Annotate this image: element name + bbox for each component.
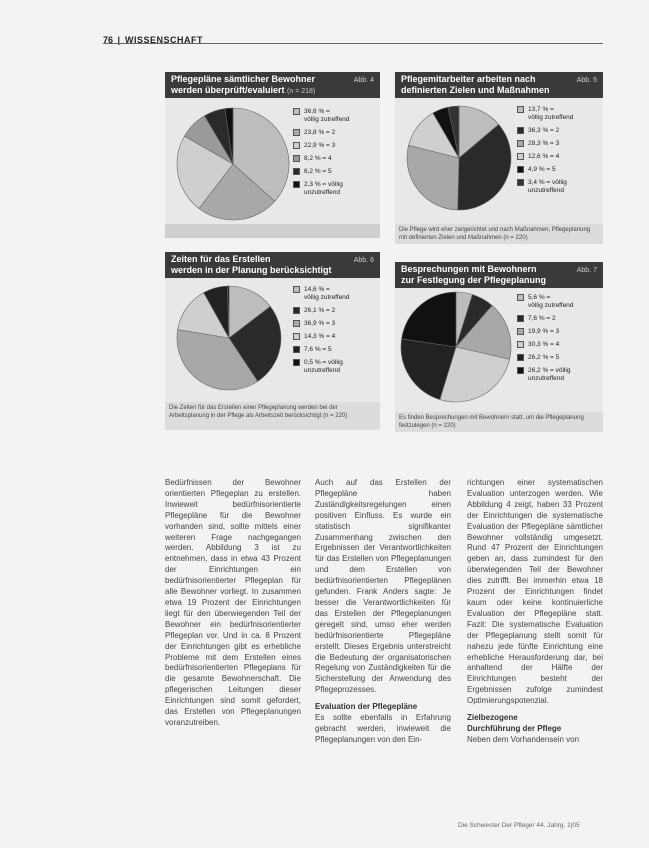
legend-swatch	[517, 354, 524, 361]
subheading: Evaluation der Pflegepläne	[315, 702, 418, 712]
legend-item	[517, 127, 573, 135]
legend-swatch	[517, 341, 524, 348]
figure-title-line2: werden überprüft/evaluiert	[171, 85, 285, 95]
figure-title-line1: Zeiten für das Erstellen	[171, 254, 271, 264]
figure-title-line2: werden in der Planung berücksichtigt	[171, 265, 332, 275]
legend-label: 36,9 % = 3	[304, 320, 336, 327]
legend-swatch	[517, 106, 524, 113]
legend-item	[517, 328, 573, 336]
legend-label: 26,1 % = 2	[304, 307, 336, 314]
figure-title-line2: zur Festlegung der Pflegeplanung	[401, 275, 547, 285]
legend-item	[293, 359, 349, 375]
legend-swatch	[293, 286, 300, 293]
legend-swatch	[293, 307, 300, 314]
figure-label: Abb. 6	[353, 257, 374, 264]
legend-swatch	[517, 367, 524, 374]
legend-swatch	[517, 315, 524, 322]
body-paragraph: Es sollte ebenfalls in Erfahrung gebracht werden, inwieweit die Pflegeplanungen von den Ein-	[315, 713, 451, 744]
figure-title-line1: Pflegepläne sämtlicher Bewohner	[171, 74, 316, 84]
legend-swatch	[293, 168, 300, 175]
legend-item	[517, 153, 573, 161]
legend-swatch	[517, 179, 524, 186]
legend-label: 0,5 % = völlig unzutreffend	[304, 359, 343, 374]
legend-swatch	[293, 108, 300, 115]
legend-label: 22,9 % = 3	[304, 142, 336, 149]
figure-panel-5	[395, 72, 603, 224]
subheading	[467, 713, 603, 735]
figure-n: (n = 218)	[287, 88, 316, 95]
legend-swatch	[293, 181, 300, 188]
legend-item	[293, 286, 349, 302]
pie-legend	[517, 294, 573, 388]
legend-item	[517, 367, 573, 383]
figure-panel-7	[395, 262, 603, 412]
figure-title-line1: Besprechungen mit Bewohnern	[401, 264, 537, 274]
figure-title-line1: Pflegemitarbeiter arbeiten nach	[401, 74, 536, 84]
legend-label: 8,2 % = 4	[304, 155, 332, 162]
figure-title	[395, 262, 603, 288]
body-column-1	[165, 478, 301, 729]
legend-swatch	[293, 142, 300, 149]
body-paragraph: Neben dem Vorhandensein von	[467, 734, 580, 744]
page-number: 76	[103, 35, 114, 45]
pie-chart	[403, 102, 515, 214]
legend-item	[517, 179, 573, 195]
legend-label: 36,6 % = völlig zutreffend	[304, 108, 350, 123]
legend-label: 7,6 % = 2	[528, 315, 556, 322]
header-separator: |	[117, 35, 121, 45]
legend-swatch	[517, 328, 524, 335]
subheading-line2: Durchführung der Pflege	[467, 723, 562, 733]
legend-swatch	[517, 294, 524, 301]
legend-item	[293, 155, 349, 163]
pie-chart	[173, 104, 293, 224]
legend-item	[293, 320, 349, 328]
legend-item	[293, 168, 349, 176]
legend-label: 12,6 % = 4	[528, 153, 560, 160]
figure-label: Abb. 5	[576, 77, 597, 84]
legend-swatch	[517, 166, 524, 173]
figure-title	[165, 72, 380, 98]
legend-label: 4,9 % = 5	[528, 166, 556, 173]
legend-item	[517, 341, 573, 349]
pie-chart	[173, 282, 285, 394]
legend-swatch	[293, 129, 300, 136]
pie-legend	[293, 286, 349, 380]
running-header	[103, 30, 603, 46]
legend-item	[517, 140, 573, 148]
legend-swatch	[293, 320, 300, 327]
legend-swatch	[293, 359, 300, 366]
subheading-line1: Zielbezogene	[467, 713, 518, 723]
legend-label: 3,4 % = völlig unzutreffend	[528, 179, 567, 194]
legend-label: 6,2 % = 5	[304, 168, 332, 175]
body-paragraph: richtungen einer systematischen Evaluation unterzogen werden. Wie Abbildung 4 zeigt, haben 33 Prozent der Einrichtungen die systematische Evaluation der Pflegepläne sämtlicher Bewohner vollständig umgesetzt. Rund 47 Prozent der Einrichtungen geben an, dass zumindest für den überwiegenden Teil der Bewohner dies zutrifft. Bei immerhin etwa 18 Prozent der Einrichtungen findet kaum oder keine kontinuierliche Evaluation der Pflegepläne statt. Fazit: Die systematische Evaluation der Pflegeplanung stellt somit für nahezu jede fünfte Einrichtung eine erhebliche Herausforderung dar, bei anhaltend der Hälfte der Einrichtungen besteht der Ergebnissen zufolge zumindest Optimierungspotenzial.	[467, 478, 603, 706]
legend-swatch	[517, 127, 524, 134]
legend-label: 23,8 % = 2	[304, 129, 336, 136]
figure-note: Es finden Besprechungen mit Bewohnern statt, um die Pflegeplanung festzulegen (n = 220)	[395, 412, 603, 432]
figure-title	[395, 72, 603, 98]
legend-swatch	[293, 155, 300, 162]
legend-label: 28,3 % = 3	[528, 140, 560, 147]
legend-label: 7,6 % = 5	[304, 346, 332, 353]
legend-item	[293, 142, 349, 150]
page-footer: Die Schwester Der Pfleger 44. Jahrg. 1|05	[458, 822, 580, 829]
legend-item	[293, 129, 349, 137]
legend-item	[517, 106, 573, 122]
figure-note: Die Pflege wird eher zielgerichtet und nach Maßnahmen, Pflegeplanung mit definierten Zielen und Maßnahmen (n = 220)	[395, 224, 603, 244]
figure-label: Abb. 4	[353, 77, 374, 84]
legend-swatch	[517, 153, 524, 160]
body-column-3	[467, 478, 603, 746]
legend-label: 26,2 % = völlig unzutreffend	[528, 367, 571, 382]
header-rule	[103, 43, 603, 44]
legend-swatch	[293, 333, 300, 340]
legend-label: 26,2 % = 5	[528, 354, 560, 361]
legend-item	[517, 315, 573, 323]
figure-label: Abb. 7	[576, 267, 597, 274]
legend-label: 14,6 % = völlig zutreffend	[304, 286, 350, 301]
legend-item	[293, 181, 349, 197]
legend-item	[293, 307, 349, 315]
legend-swatch	[293, 346, 300, 353]
figure-title-line2: definierten Zielen und Maßnahmen	[401, 85, 550, 95]
legend-label: 5,6 % = völlig zutreffend	[528, 294, 574, 309]
body-column-2	[315, 478, 451, 746]
legend-label: 19,9 % = 3	[528, 328, 560, 335]
legend-item	[293, 346, 349, 354]
figure-panel-6	[165, 252, 380, 402]
legend-item	[517, 354, 573, 362]
pie-legend	[517, 106, 573, 200]
figure-panel-4	[165, 72, 380, 224]
legend-label: 36,3 % = 2	[528, 127, 560, 134]
figure-note: Die Zeiten für das Erstellen einer Pflegeplanung werden bei der Arbeitsplanung in der Pflege als Arbeitszeit berücksichtigt (n = 220)	[165, 402, 380, 430]
section-title: WISSENSCHAFT	[124, 35, 203, 45]
pie-slice	[402, 292, 456, 347]
legend-swatch	[517, 140, 524, 147]
legend-label: 2,3 % = völlig unzutreffend	[304, 181, 343, 196]
legend-item	[293, 108, 349, 124]
pie-chart	[397, 288, 515, 406]
legend-item	[517, 166, 573, 174]
legend-label: 30,3 % = 4	[528, 341, 560, 348]
legend-item	[293, 333, 349, 341]
body-paragraph: Bedürfnissen der Bewohner orientierten Pflegeplan zu erstellen. Inwieweit bedürfnisorientierte Pflegepläne für die Bewohner vorhanden sind, sollte mittels einer weiteren Frage nachgegangen werden. Abbildung 3 ist zu entnehmen, dass in etwa 43 Prozent der Einrichtungen ein bedürfnisorientierter Pflegeplan für alle Bewohner vorliegt. In zusammen etwa 19 Prozent der Einrichtungen liegt für den überwiegenden Teil der Bewohner ein bedürfnisorientierter Pflegeplan vor. Und in ca. 8 Prozent der Einrichtungen gibt es erhebliche Probleme mit dem Erstellen eines bedürfnisorientierten Pflegeplans für die gesamte Bewohnerschaft. Die pflegerischen Leitungen dieser Einrichtungen sind somit gefordert, das Erstellen von Pflegeplanungen voranzutreiben.	[165, 478, 301, 727]
legend-label: 14,3 % = 4	[304, 333, 336, 340]
figure-title	[165, 252, 380, 278]
body-paragraph: Auch auf das Erstellen der Pflegepläne haben Zuständigkeitsregelungen einen positiven Einfluss. Es wurde ein statistisch signifikanter Zusammenhang zwischen den Ergebnissen der Verantwortlichkeiten für das Erstellen von Pflegeplanungen und dem Erstellen von bedürfnisorientierten Pflegeplänen gefunden. Frank Anders sagte: Je besser die Verantwortlichkeiten für das Erstellen der Pflegeplanungen geregelt sind, umso eher werden bedürfnisorientierte Pflegepläne erstellt. Dieses Ergebnis unterstreicht die Bedeutung der organisatorischen Regelung von Zuständigkeiten für die Sicherstellung der Anwendung des Pflegeprozesses.	[315, 478, 451, 695]
legend-item	[517, 294, 573, 310]
figure-note-strip	[165, 224, 380, 238]
legend-label: 13,7 % = völlig zutreffend	[528, 106, 574, 121]
pie-legend	[293, 108, 349, 202]
